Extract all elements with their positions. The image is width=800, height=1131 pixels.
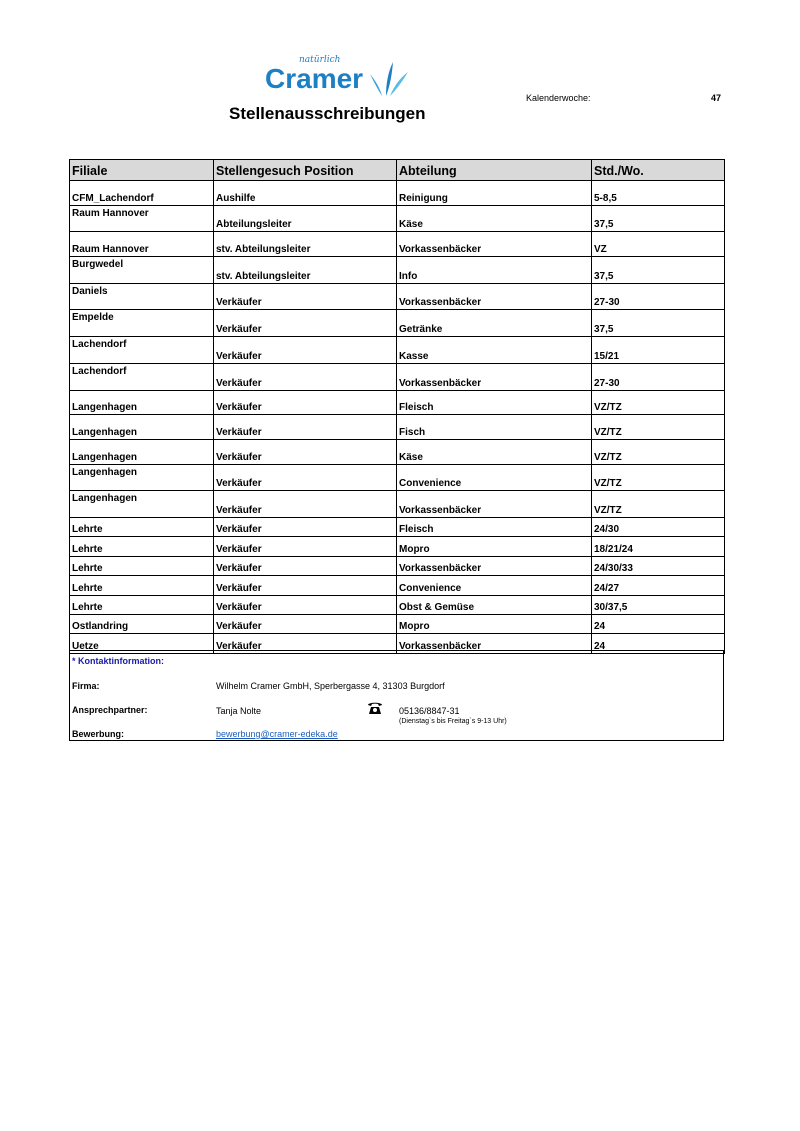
cell-filiale: Langenhagen [70,415,214,440]
cell-stunden: 5-8,5 [592,181,725,206]
cell-abteilung: Kasse [397,337,592,364]
job-listings-table [69,159,725,654]
table-row [70,439,725,464]
logo-leaf-icon [370,62,408,96]
cell-abteilung: Vorkassenbäcker [397,556,592,575]
table-row [70,232,725,257]
table-row [70,257,725,284]
cell-filiale: Empelde [70,310,214,337]
table-row [70,491,725,518]
column-header-filiale: Filiale [70,160,214,181]
cell-abteilung: Fisch [397,415,592,440]
cell-abteilung: Käse [397,439,592,464]
cell-stunden: 37,5 [592,205,725,232]
cell-filiale: Lachendorf [70,337,214,364]
cell-position: Verkäufer [214,491,397,518]
cell-position: Verkäufer [214,363,397,390]
cell-position: stv. Abteilungsleiter [214,257,397,284]
cell-position: Abteilungsleiter [214,205,397,232]
cell-stunden: 15/21 [592,337,725,364]
cell-filiale: Langenhagen [70,390,214,415]
cell-stunden: 27-30 [592,363,725,390]
phone-number: 05136/8847-31 [399,706,460,716]
cell-filiale: Ostlandring [70,614,214,633]
cell-stunden: 24/30/33 [592,556,725,575]
table-row [70,205,725,232]
cell-filiale: Burgwedel [70,257,214,284]
cell-position: Verkäufer [214,390,397,415]
cell-stunden: VZ/TZ [592,415,725,440]
cell-position: Verkäufer [214,614,397,633]
cell-filiale: Lehrte [70,556,214,575]
table-row [70,181,725,206]
cell-stunden: 37,5 [592,310,725,337]
cell-abteilung: Info [397,257,592,284]
cell-abteilung: Vorkassenbäcker [397,363,592,390]
cell-stunden: VZ/TZ [592,464,725,491]
cell-stunden: 24/30 [592,517,725,536]
cell-abteilung: Vorkassenbäcker [397,283,592,310]
cell-abteilung: Vorkassenbäcker [397,491,592,518]
cell-abteilung: Vorkassenbäcker [397,634,592,653]
table-row [70,595,725,614]
cell-filiale: Lachendorf [70,363,214,390]
table-row [70,390,725,415]
cell-stunden: 27-30 [592,283,725,310]
contact-person-name: Tanja Nolte [216,706,262,716]
cell-filiale: Langenhagen [70,439,214,464]
cell-abteilung: Mopro [397,614,592,633]
table-row [70,283,725,310]
cell-stunden: 18/21/24 [592,537,725,556]
cell-filiale: Langenhagen [70,491,214,518]
table-row [70,537,725,556]
cell-position: Verkäufer [214,537,397,556]
table-row [70,517,725,536]
cell-abteilung: Convenience [397,464,592,491]
cell-abteilung: Convenience [397,576,592,595]
cell-stunden: VZ [592,232,725,257]
cell-position: stv. Abteilungsleiter [214,232,397,257]
cell-position: Aushilfe [214,181,397,206]
cell-filiale: Lehrte [70,576,214,595]
table-row [70,614,725,633]
cell-stunden: 24 [592,634,725,653]
cell-stunden: VZ/TZ [592,390,725,415]
table-row [70,464,725,491]
cell-abteilung: Mopro [397,537,592,556]
logo-tagline: natürlich [299,55,341,65]
telephone-icon [367,701,383,715]
cell-stunden: VZ/TZ [592,491,725,518]
cell-abteilung: Reinigung [397,181,592,206]
table-row [70,576,725,595]
column-header-abteilung: Abteilung [397,160,592,181]
cell-stunden: 24/27 [592,576,725,595]
cell-position: Verkäufer [214,439,397,464]
cell-position: Verkäufer [214,310,397,337]
table-row [70,415,725,440]
week-label: Kalenderwoche: [526,93,591,103]
cell-stunden: 24 [592,614,725,633]
week-number: 47 [711,93,722,103]
cell-filiale: Daniels [70,283,214,310]
application-email-link[interactable]: bewerbung@cramer-edeka.de [216,729,338,739]
contact-title: * Kontaktinformation: [72,656,164,666]
phone-hours: (Dienstag`s bis Freitag`s 9-13 Uhr) [399,718,507,725]
cell-position: Verkäufer [214,517,397,536]
cell-filiale: Lehrte [70,595,214,614]
cell-filiale: Raum Hannover [70,205,214,232]
cell-filiale: Raum Hannover [70,232,214,257]
cell-abteilung: Vorkassenbäcker [397,232,592,257]
cell-position: Verkäufer [214,556,397,575]
firma-value: Wilhelm Cramer GmbH, Sperbergasse 4, 31303 Burgdorf [216,681,445,691]
cell-position: Verkäufer [214,595,397,614]
application-label: Bewerbung: [72,729,125,739]
table-row [70,310,725,337]
cell-filiale: Langenhagen [70,464,214,491]
column-header-stunden: Std./Wo. [592,160,725,181]
cell-position: Verkäufer [214,283,397,310]
cell-position: Verkäufer [214,415,397,440]
table-row [70,363,725,390]
cell-abteilung: Käse [397,205,592,232]
column-header-position: Stellengesuch Position [214,160,397,181]
cell-stunden: VZ/TZ [592,439,725,464]
cell-abteilung: Obst & Gemüse [397,595,592,614]
cell-position: Verkäufer [214,634,397,653]
cell-abteilung: Getränke [397,310,592,337]
cell-stunden: 37,5 [592,257,725,284]
cell-filiale: Lehrte [70,537,214,556]
cell-filiale: Lehrte [70,517,214,536]
logo-wordmark: Cramer [265,63,364,94]
cell-position: Verkäufer [214,337,397,364]
contact-person-label: Ansprechpartner: [72,705,148,715]
page-title: Stellenausschreibungen [229,104,426,123]
cramer-logo [262,50,412,102]
cell-abteilung: Fleisch [397,390,592,415]
table-header-row [70,160,725,181]
table-row [70,337,725,364]
cell-filiale: CFM_Lachendorf [70,181,214,206]
cell-position: Verkäufer [214,576,397,595]
cell-stunden: 30/37,5 [592,595,725,614]
cell-position: Verkäufer [214,464,397,491]
table-body [70,181,725,654]
contact-box [69,650,724,741]
cell-filiale: Uetze [70,634,214,653]
table-row [70,556,725,575]
firma-label: Firma: [72,681,100,691]
cell-abteilung: Fleisch [397,517,592,536]
